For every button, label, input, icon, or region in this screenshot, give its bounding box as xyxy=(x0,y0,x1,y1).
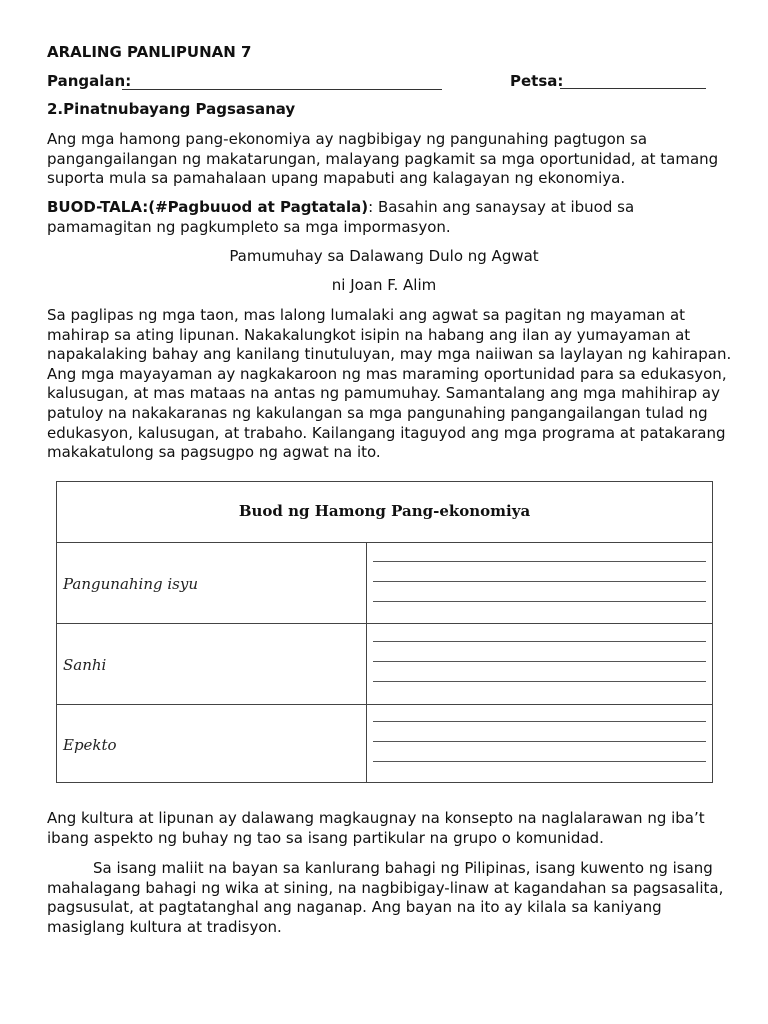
answer-line[interactable] xyxy=(373,761,706,762)
answer-line[interactable] xyxy=(373,581,706,582)
closing-paragraph-2: Sa isang maliit na bayan sa kanlurang bahagi ng Pilipinas, isang kuwento ng isang mahalagang bahagi ng wika at sining, na nagbibigay-linaw at kagandahan sa pagsasalita, pagsusulat, at pagtatanghal ang naganap. Ang bayan na ito ay kilala sa kaniyang masiglang kultura at tradisyon. xyxy=(47,859,724,936)
essay-body: Sa paglipas ng mga taon, mas lalong lumalaki ang agwat sa pagitan ng mayaman at mahirap sa ating lipunan. Nakakalungkot isipin na habang ang ilan ay yumayaman at napakalaking bahay ang kanilang tinutuluyan, may mga naiiwan sa laylayan ng kahirapan. Ang mga mayayaman ay nagkakaroon ng mas maraming oportunidad para sa edukasyon, kalusugan, at mas mataas na antas ng pamumuhay. Samantalang ang mga mahihirap ay patuloy na nakakaranas ng kakulangan sa mga pangunahing pangangailangan tulad ng edukasyon, kalusugan, at trabaho. Kailangang itaguyod ang mga programa at patakarang makakatulong sa pagsugpo ng agwat na ito. xyxy=(47,306,732,462)
row-label-cause: Sanhi xyxy=(63,656,107,674)
summary-table xyxy=(56,481,713,783)
answer-line[interactable] xyxy=(373,641,706,642)
answer-line[interactable] xyxy=(373,741,706,742)
answer-line[interactable] xyxy=(373,601,706,602)
instruction-label: BUOD-TALA:(#Pagbuuod at Pagtatala) xyxy=(47,198,369,216)
instruction-text: : Basahin ang sanaysay at ibuod sa pamamagitan ng pagkumpleto sa mga impormasyon. xyxy=(47,198,635,236)
row-label-effect: Epekto xyxy=(63,736,117,754)
table-row-cause xyxy=(57,624,712,705)
instruction-paragraph xyxy=(47,198,737,237)
name-label: Pangalan: xyxy=(47,72,132,90)
answer-line[interactable] xyxy=(373,681,706,682)
closing-paragraph-1: Ang kultura at lipunan ay dalawang magkaugnay na konsepto na naglalarawan ng iba’t ibang aspekto ng buhay ng tao sa isang partikular na grupo o komunidad. xyxy=(47,809,705,847)
answer-line[interactable] xyxy=(373,661,706,662)
activity-title: 2.Pinatnubayang Pagsasanay xyxy=(47,100,296,118)
table-row-issue xyxy=(57,543,712,624)
date-label: Petsa: xyxy=(510,72,564,90)
name-blank-line[interactable] xyxy=(122,89,442,90)
subject-heading: ARALING PANLIPUNAN 7 xyxy=(47,43,252,61)
answer-line[interactable] xyxy=(373,721,706,722)
date-blank-line[interactable] xyxy=(560,88,706,89)
essay-author: ni Joan F. Alim xyxy=(331,276,437,294)
intro-paragraph: Ang mga hamong pang-ekonomiya ay nagbibigay ng pangunahing pagtugon sa pangangailangan ng makatarungan, malayang pagkamit sa mga oportunidad, at tamang suporta mula sa pamahalaan upang mapabuti ang kalagayan ng ekonomiya. xyxy=(47,130,719,188)
summary-table-title: Buod ng Hamong Pang-ekonomiya xyxy=(57,482,712,543)
table-row-effect xyxy=(57,705,712,782)
row-label-issue: Pangunahing isyu xyxy=(63,575,199,593)
essay-title: Pamumuhay sa Dalawang Dulo ng Agwat xyxy=(229,247,539,265)
answer-line[interactable] xyxy=(373,561,706,562)
